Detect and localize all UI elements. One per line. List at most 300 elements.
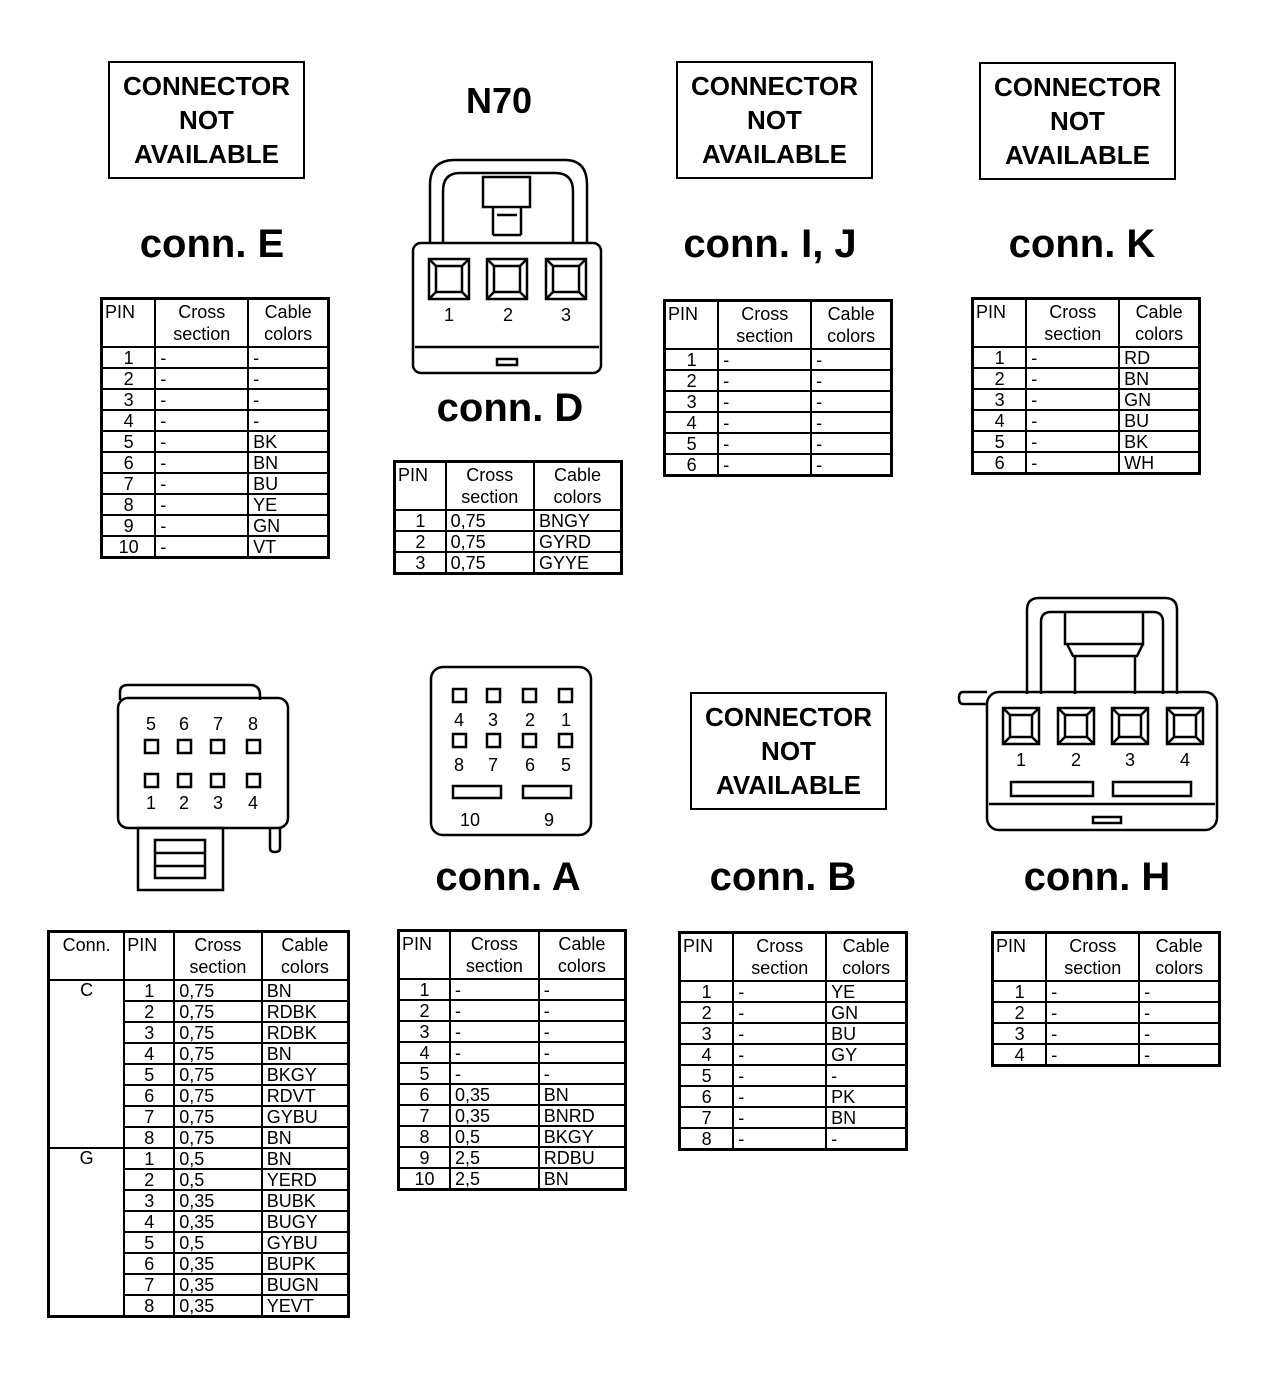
- cable-colors-header-line2: colors: [1155, 958, 1204, 978]
- cable-colors-header-line1: Cable: [1135, 302, 1183, 322]
- cable-colors-header-line1: Cable: [264, 302, 312, 322]
- pin-cell: 5: [973, 431, 1027, 452]
- cross-section-header-line1: Cross: [1069, 936, 1117, 956]
- na-line2: NOT: [1050, 106, 1105, 136]
- cross-section-cell: -: [1026, 431, 1119, 452]
- pin-cell: 4: [124, 1043, 174, 1064]
- cross-section-cell: 0,5: [450, 1126, 539, 1147]
- conn-a-title: conn. A: [435, 855, 581, 899]
- conn-cg-pin: 2: [178, 793, 190, 813]
- conn-h-pin: 2: [1070, 750, 1082, 770]
- table-row: [665, 391, 892, 412]
- cable-color-cell: BN: [1119, 368, 1199, 389]
- cross-section-cell: -: [733, 1044, 826, 1065]
- cable-color-cell: BUGN: [262, 1274, 349, 1295]
- pin-cell: 1: [993, 981, 1047, 1002]
- cable-color-cell: YEVT: [262, 1295, 349, 1317]
- cross-section-header-line1: Cross: [470, 934, 518, 954]
- cross-section-cell: 0,75: [446, 531, 534, 552]
- conn-a-pin: 8: [453, 755, 465, 775]
- pin-cell: 3: [395, 552, 446, 574]
- cross-section-cell: -: [1026, 410, 1119, 431]
- na-line3: AVAILABLE: [702, 139, 847, 169]
- conn-a-pin: 4: [453, 710, 465, 730]
- cross-section-header-line2: section: [736, 326, 794, 346]
- table-row: [665, 412, 892, 433]
- cross-section-cell: -: [1026, 347, 1119, 368]
- conn-a-pin: 5: [560, 755, 572, 775]
- cross-section-header: [450, 931, 539, 980]
- pin-cell: 6: [102, 452, 156, 473]
- cross-section-cell: -: [1026, 368, 1119, 389]
- cable-color-cell: BN: [539, 1084, 626, 1105]
- cross-section-cell: 0,75: [446, 552, 534, 574]
- cable-colors-header-line2: colors: [827, 326, 876, 346]
- pin-cell: 8: [124, 1295, 174, 1317]
- pin-cell: 4: [973, 410, 1027, 431]
- cable-color-cell: -: [1139, 1002, 1219, 1023]
- conn-ij-table: [663, 299, 893, 477]
- na-line3: AVAILABLE: [716, 770, 861, 800]
- cable-color-cell: YE: [248, 494, 328, 515]
- table-row: [680, 1128, 907, 1150]
- cable-colors-header-line1: Cable: [1155, 936, 1203, 956]
- cable-colors-header-line1: Cable: [558, 934, 606, 954]
- connector-not-available-b: [690, 692, 887, 810]
- cable-color-cell: RDBK: [262, 1022, 349, 1043]
- cable-color-cell: -: [811, 391, 891, 412]
- cross-section-header-line1: Cross: [1049, 302, 1097, 322]
- cable-color-cell: BUBK: [262, 1190, 349, 1211]
- pin-cell: 7: [399, 1105, 450, 1126]
- table-row: [102, 536, 329, 558]
- na-line2: NOT: [761, 736, 816, 766]
- cable-color-cell: -: [811, 349, 891, 370]
- table-row: [399, 1021, 626, 1042]
- table-row: [49, 980, 349, 1001]
- conn-group-label: C: [49, 980, 125, 1148]
- table-row: [973, 410, 1200, 431]
- pin-cell: 5: [399, 1063, 450, 1084]
- cable-colors-header: [248, 299, 328, 348]
- cross-section-cell: 0,35: [174, 1253, 262, 1274]
- cross-section-header: [446, 462, 534, 511]
- conn-a-table: [397, 929, 627, 1191]
- pin-cell: 2: [665, 370, 719, 391]
- table-row: [102, 410, 329, 431]
- conn-cg-pin: 4: [247, 793, 259, 813]
- connector-h-diagram: [955, 592, 1225, 837]
- cross-section-header: [1026, 299, 1119, 348]
- table-row: [399, 1147, 626, 1168]
- cross-section-cell: -: [733, 1107, 826, 1128]
- connector-cg-diagram: [110, 680, 295, 895]
- cable-color-cell: BNRD: [539, 1105, 626, 1126]
- conn-a-pin: 1: [560, 710, 572, 730]
- cross-section-cell: -: [718, 433, 811, 454]
- pin-cell: 7: [102, 473, 156, 494]
- conn-b-title: conn. B: [709, 855, 857, 899]
- table-header-row: [395, 462, 622, 511]
- cable-color-cell: -: [811, 454, 891, 476]
- pin-header: [973, 299, 1027, 348]
- table-row: [680, 1002, 907, 1023]
- conn-e-table: [100, 297, 330, 559]
- cross-section-header-line2: section: [189, 957, 247, 977]
- table-row: [395, 510, 622, 531]
- connector-a-diagram: [425, 662, 600, 842]
- na-line1: CONNECTOR: [704, 702, 873, 732]
- table-row: [993, 981, 1220, 1002]
- pin-header-line1: PIN: [105, 302, 136, 322]
- cable-color-cell: GYRD: [534, 531, 622, 552]
- cross-section-cell: 0,75: [174, 1064, 262, 1085]
- pin-cell: 2: [395, 531, 446, 552]
- pin-header-line1: PIN: [127, 935, 158, 955]
- table-header-row: [993, 933, 1220, 982]
- cross-section-cell: 0,75: [446, 510, 534, 531]
- cross-section-header-line1: Cross: [756, 936, 804, 956]
- pin-header-line1: PIN: [976, 302, 1007, 322]
- pin-cell: 1: [102, 347, 156, 368]
- cable-colors-header: [534, 462, 622, 511]
- cable-color-cell: BUGY: [262, 1211, 349, 1232]
- cross-section-header: [733, 933, 826, 982]
- cross-section-header-line2: section: [1044, 324, 1102, 344]
- pin-cell: 6: [665, 454, 719, 476]
- pin-cell: 1: [665, 349, 719, 370]
- cross-section-cell: -: [155, 473, 248, 494]
- pin-cell: 5: [124, 1064, 174, 1085]
- table-row: [399, 1084, 626, 1105]
- cable-color-cell: GN: [248, 515, 328, 536]
- pin-cell: 7: [124, 1106, 174, 1127]
- cross-section-header: [155, 299, 248, 348]
- cross-section-cell: -: [450, 1021, 539, 1042]
- pin-cell: 6: [973, 452, 1027, 474]
- conn-a-pin: 2: [524, 710, 536, 730]
- cable-color-cell: BN: [262, 1148, 349, 1169]
- cable-color-cell: BK: [1119, 431, 1199, 452]
- pin-cell: 3: [124, 1022, 174, 1043]
- pin-header: [993, 933, 1047, 982]
- pin-cell: 4: [399, 1042, 450, 1063]
- cross-section-cell: -: [450, 979, 539, 1000]
- conn-e-title: conn. E: [139, 222, 285, 266]
- cable-colors-header-line2: colors: [557, 956, 606, 976]
- cross-section-cell: -: [733, 1128, 826, 1150]
- table-row: [973, 389, 1200, 410]
- cross-section-cell: 0,75: [174, 1043, 262, 1064]
- table-row: [399, 1000, 626, 1021]
- conn-a-pin: 9: [543, 810, 555, 830]
- cross-section-cell: -: [155, 536, 248, 558]
- pin-cell: 2: [124, 1001, 174, 1022]
- cable-color-cell: GYYE: [534, 552, 622, 574]
- cable-color-cell: YE: [826, 981, 906, 1002]
- pin-cell: 1: [973, 347, 1027, 368]
- cross-section-cell: -: [733, 1023, 826, 1044]
- conn-cg-pin: 1: [145, 793, 157, 813]
- pin-cell: 4: [665, 412, 719, 433]
- pin-cell: 3: [665, 391, 719, 412]
- pin-cell: 7: [680, 1107, 734, 1128]
- cable-color-cell: -: [1139, 981, 1219, 1002]
- pin-header-line1: PIN: [996, 936, 1027, 956]
- conn-a-pin: 7: [487, 755, 499, 775]
- pin-cell: 6: [124, 1085, 174, 1106]
- cross-section-cell: 0,35: [450, 1084, 539, 1105]
- cross-section-cell: 0,75: [174, 1022, 262, 1043]
- cross-section-cell: -: [718, 454, 811, 476]
- cross-section-header-line1: Cross: [178, 302, 226, 322]
- cross-section-cell: 2,5: [450, 1168, 539, 1190]
- pin-header: [399, 931, 450, 980]
- pin-cell: 3: [102, 389, 156, 410]
- table-row: [399, 1126, 626, 1147]
- conn-h-pin: 1: [1015, 750, 1027, 770]
- conn-header-line1: Conn.: [62, 935, 111, 955]
- cross-section-header: [718, 301, 811, 350]
- cable-color-cell: GY: [826, 1044, 906, 1065]
- table-header-row: [102, 299, 329, 348]
- cross-section-cell: -: [155, 347, 248, 368]
- cable-color-cell: -: [539, 1063, 626, 1084]
- cable-color-cell: -: [826, 1065, 906, 1086]
- conn-ij-title: conn. I, J: [683, 222, 857, 266]
- pin-cell: 1: [124, 1148, 174, 1169]
- cross-section-header-line2: section: [751, 958, 809, 978]
- pin-cell: 2: [993, 1002, 1047, 1023]
- table-row: [399, 1063, 626, 1084]
- conn-cg-pin: 7: [212, 714, 224, 734]
- cross-section-cell: 0,5: [174, 1169, 262, 1190]
- pin-cell: 6: [680, 1086, 734, 1107]
- cross-section-cell: -: [155, 431, 248, 452]
- cable-colors-header-line1: Cable: [842, 936, 890, 956]
- cable-colors-header: [1119, 299, 1199, 348]
- pin-header-line1: PIN: [668, 304, 699, 324]
- conn-h-table: [991, 931, 1221, 1067]
- table-row: [680, 1023, 907, 1044]
- cross-section-cell: 0,35: [450, 1105, 539, 1126]
- table-row: [680, 981, 907, 1002]
- table-row: [993, 1023, 1220, 1044]
- pin-header: [124, 932, 174, 981]
- na-line1: CONNECTOR: [993, 72, 1162, 102]
- table-row: [102, 431, 329, 452]
- cross-section-header-line2: section: [1064, 958, 1122, 978]
- cable-colors-header: [1139, 933, 1219, 982]
- table-header-row: [49, 932, 349, 981]
- cable-color-cell: RD: [1119, 347, 1199, 368]
- cross-section-cell: -: [1046, 1044, 1139, 1066]
- cable-color-cell: BUPK: [262, 1253, 349, 1274]
- cable-color-cell: -: [248, 347, 328, 368]
- cross-section-cell: 0,35: [174, 1190, 262, 1211]
- connector-not-available-k: [979, 62, 1176, 180]
- cable-color-cell: -: [539, 979, 626, 1000]
- cross-section-header: [174, 932, 262, 981]
- table-row: [102, 368, 329, 389]
- cable-color-cell: -: [811, 370, 891, 391]
- pin-cell: 10: [102, 536, 156, 558]
- cross-section-cell: -: [155, 410, 248, 431]
- pin-cell: 8: [124, 1127, 174, 1148]
- na-line1: CONNECTOR: [690, 71, 859, 101]
- table-row: [973, 368, 1200, 389]
- na-line2: NOT: [179, 105, 234, 135]
- pin-cell: 4: [680, 1044, 734, 1065]
- table-row: [680, 1086, 907, 1107]
- pin-cell: 1: [680, 981, 734, 1002]
- pin-cell: 4: [124, 1211, 174, 1232]
- cross-section-cell: -: [450, 1042, 539, 1063]
- cross-section-cell: -: [1046, 1002, 1139, 1023]
- cross-section-header-line2: section: [465, 956, 523, 976]
- na-line3: AVAILABLE: [134, 139, 279, 169]
- cable-color-cell: BKGY: [262, 1064, 349, 1085]
- cable-colors-header: [811, 301, 891, 350]
- table-row: [665, 454, 892, 476]
- cross-section-cell: -: [155, 452, 248, 473]
- pin-cell: 3: [124, 1190, 174, 1211]
- table-row: [973, 347, 1200, 368]
- cross-section-cell: -: [733, 1065, 826, 1086]
- pin-cell: 10: [399, 1168, 450, 1190]
- pin-cell: 8: [680, 1128, 734, 1150]
- pin-cell: 2: [399, 1000, 450, 1021]
- table-row: [102, 347, 329, 368]
- cable-color-cell: GN: [1119, 389, 1199, 410]
- conn-a-pin: 3: [487, 710, 499, 730]
- module-title: N70: [466, 80, 533, 121]
- cable-color-cell: WH: [1119, 452, 1199, 474]
- cable-colors-header-line1: Cable: [553, 465, 601, 485]
- pin-cell: 5: [680, 1065, 734, 1086]
- pin-cell: 4: [102, 410, 156, 431]
- conn-a-pin: 6: [524, 755, 536, 775]
- cable-color-cell: GYBU: [262, 1106, 349, 1127]
- cable-color-cell: VT: [248, 536, 328, 558]
- cable-colors-header-line1: Cable: [827, 304, 875, 324]
- pin-cell: 1: [399, 979, 450, 1000]
- cable-color-cell: BN: [826, 1107, 906, 1128]
- conn-cg-table: [47, 930, 350, 1318]
- table-row: [680, 1107, 907, 1128]
- pin-cell: 3: [399, 1021, 450, 1042]
- cable-color-cell: GN: [826, 1002, 906, 1023]
- na-line3: AVAILABLE: [1005, 140, 1150, 170]
- table-row: [399, 1042, 626, 1063]
- conn-b-table: [678, 931, 908, 1151]
- cross-section-cell: -: [718, 412, 811, 433]
- na-line1: CONNECTOR: [122, 71, 291, 101]
- cable-color-cell: BU: [1119, 410, 1199, 431]
- pin-header: [665, 301, 719, 350]
- connector-not-available-e: [108, 61, 305, 179]
- table-row: [665, 349, 892, 370]
- cable-color-cell: -: [248, 368, 328, 389]
- cross-section-cell: -: [155, 515, 248, 536]
- cross-section-cell: 0,5: [174, 1148, 262, 1169]
- conn-d-pin: 1: [443, 305, 455, 325]
- pin-cell: 6: [399, 1084, 450, 1105]
- pin-cell: 9: [102, 515, 156, 536]
- conn-d-pin: 2: [502, 305, 514, 325]
- na-line2: NOT: [747, 105, 802, 135]
- table-row: [102, 515, 329, 536]
- cable-color-cell: BU: [248, 473, 328, 494]
- pin-cell: 4: [993, 1044, 1047, 1066]
- table-row: [680, 1044, 907, 1065]
- cross-section-cell: -: [733, 1086, 826, 1107]
- cable-color-cell: -: [248, 410, 328, 431]
- connector-not-available-ij: [676, 61, 873, 179]
- pin-cell: 5: [665, 433, 719, 454]
- pin-cell: 2: [680, 1002, 734, 1023]
- cross-section-cell: -: [1026, 452, 1119, 474]
- table-row: [102, 494, 329, 515]
- cable-color-cell: -: [539, 1021, 626, 1042]
- table-header-row: [973, 299, 1200, 348]
- pin-header-line1: PIN: [402, 934, 433, 954]
- cross-section-header-line1: Cross: [194, 935, 242, 955]
- cable-color-cell: RDVT: [262, 1085, 349, 1106]
- cable-color-cell: BN: [539, 1168, 626, 1190]
- cross-section-cell: -: [155, 389, 248, 410]
- cable-color-cell: -: [811, 412, 891, 433]
- table-row: [102, 389, 329, 410]
- table-row: [395, 531, 622, 552]
- cross-section-header-line1: Cross: [741, 304, 789, 324]
- cable-color-cell: GYBU: [262, 1232, 349, 1253]
- cable-colors-header: [539, 931, 626, 980]
- cable-color-cell: YERD: [262, 1169, 349, 1190]
- cross-section-cell: -: [718, 391, 811, 412]
- cable-color-cell: BK: [248, 431, 328, 452]
- pin-cell: 5: [124, 1232, 174, 1253]
- cable-color-cell: -: [539, 1000, 626, 1021]
- cross-section-cell: 0,75: [174, 1106, 262, 1127]
- cross-section-cell: -: [155, 494, 248, 515]
- cable-color-cell: BN: [262, 980, 349, 1001]
- conn-cg-pin: 6: [178, 714, 190, 734]
- cross-section-cell: 0,35: [174, 1274, 262, 1295]
- table-row: [399, 1168, 626, 1190]
- cable-color-cell: BNGY: [534, 510, 622, 531]
- pin-cell: 3: [973, 389, 1027, 410]
- conn-d-pin: 3: [560, 305, 572, 325]
- table-row: [665, 370, 892, 391]
- cross-section-cell: -: [733, 981, 826, 1002]
- cross-section-header-line2: section: [461, 487, 519, 507]
- table-row: [993, 1044, 1220, 1066]
- cross-section-cell: -: [733, 1002, 826, 1023]
- conn-h-pin: 3: [1124, 750, 1136, 770]
- cable-color-cell: -: [1139, 1023, 1219, 1044]
- pin-cell: 2: [973, 368, 1027, 389]
- cross-section-cell: -: [1026, 389, 1119, 410]
- cross-section-header-line1: Cross: [466, 465, 514, 485]
- cable-color-cell: BKGY: [539, 1126, 626, 1147]
- cable-colors-header-line2: colors: [280, 957, 329, 977]
- cross-section-cell: -: [1046, 981, 1139, 1002]
- table-row: [395, 552, 622, 574]
- cable-color-cell: -: [539, 1042, 626, 1063]
- table-row: [665, 433, 892, 454]
- table-row: [399, 1105, 626, 1126]
